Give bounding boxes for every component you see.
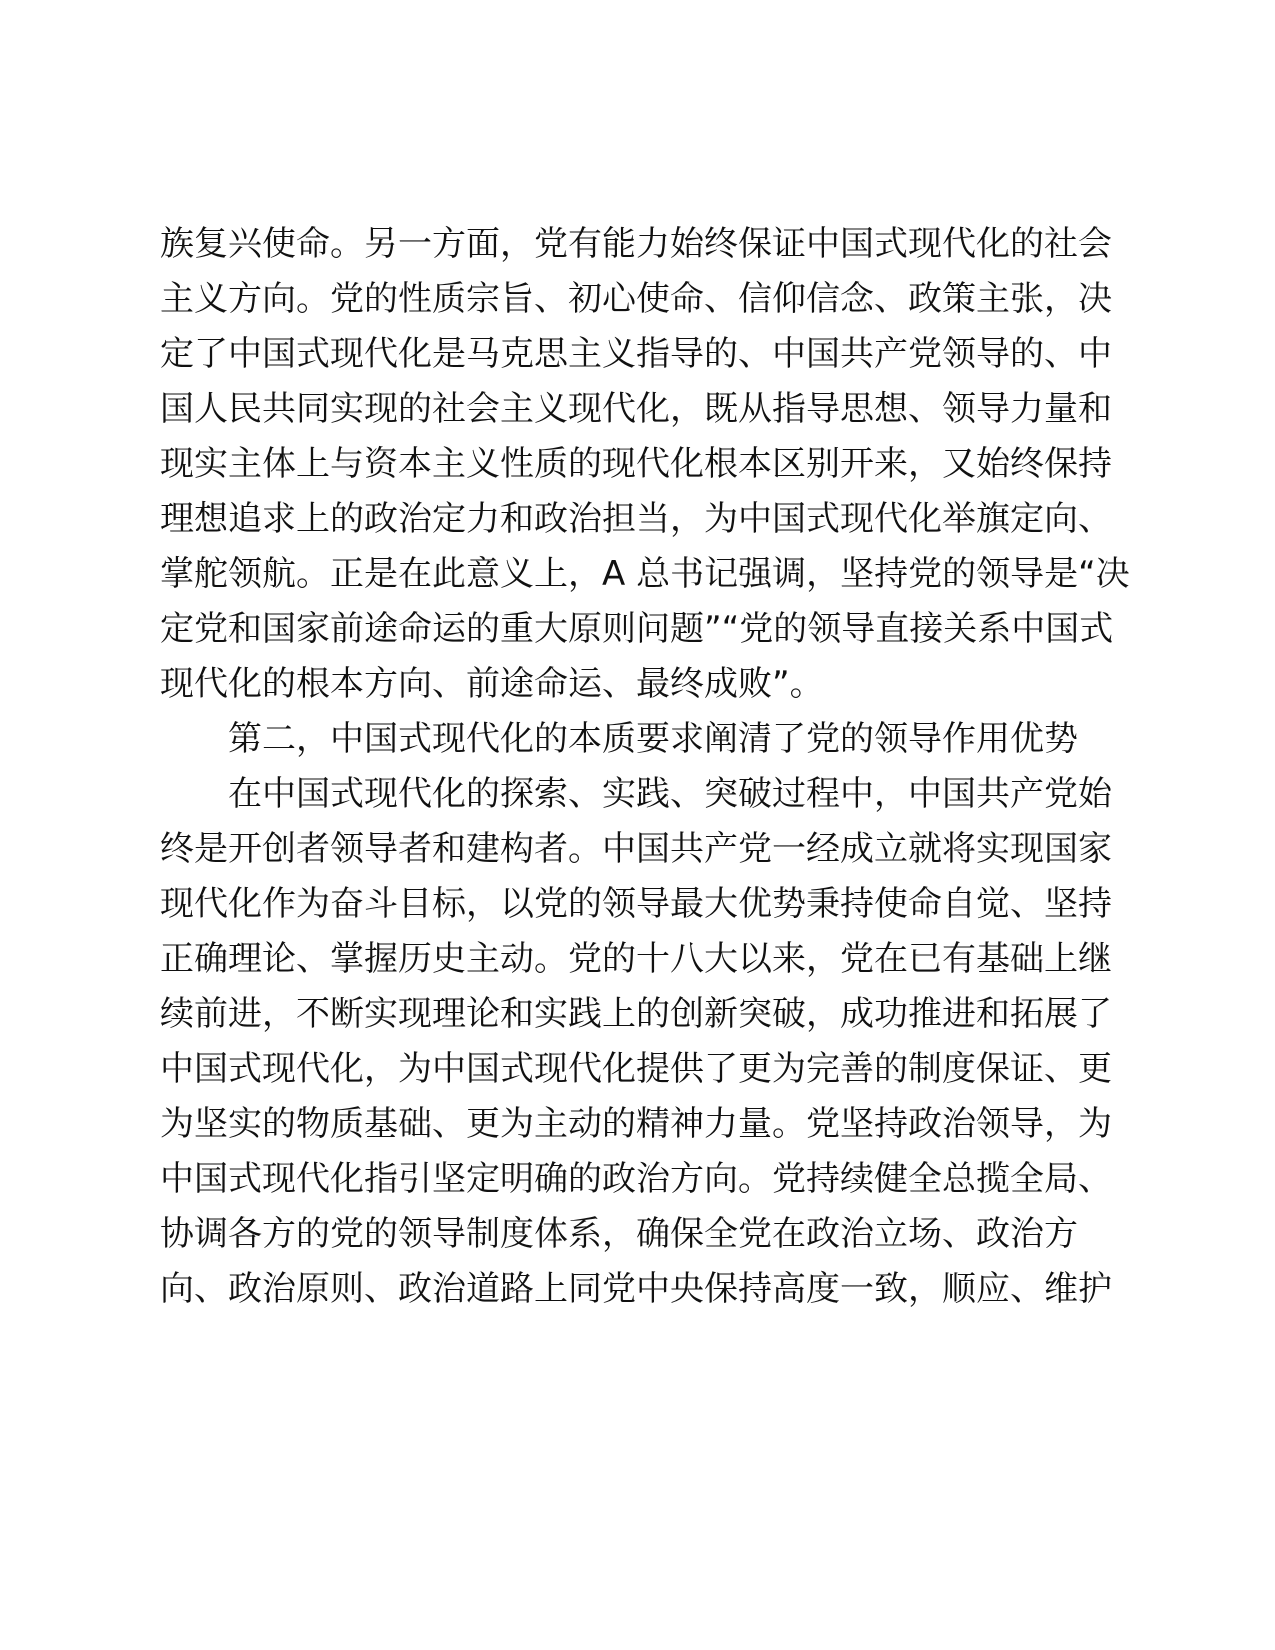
text-line: 中国式现代化，为中国式现代化提供了更为完善的制度保证、更 — [160, 1049, 1112, 1089]
text-line: 主义方向。党的性质宗旨、初心使命、信仰信念、政策主张，决 — [160, 279, 1112, 319]
text-line: 现实主体上与资本主义性质的现代化根本区别开来，又始终保持 — [160, 444, 1112, 484]
text-line: 族复兴使命。另一方面，党有能力始终保证中国式现代化的社会 — [160, 224, 1112, 264]
text-line: 中国式现代化指引坚定明确的政治方向。党持续健全总揽全局、 — [160, 1159, 1112, 1199]
text-line: 续前进，不断实现理论和实践上的创新突破，成功推进和拓展了 — [160, 994, 1112, 1034]
text-line: 协调各方的党的领导制度体系，确保全党在政治立场、政治方 — [160, 1214, 1078, 1254]
text-line: 理想追求上的政治定力和政治担当，为中国式现代化举旗定向、 — [160, 499, 1112, 539]
section-heading: 第二，中国式现代化的本质要求阐清了党的领导作用优势 — [228, 719, 1078, 759]
text-line: 定党和国家前途命运的重大原则问题”“党的领导直接关系中国式 — [160, 609, 1114, 649]
paragraph-first-line: 在中国式现代化的探索、实践、突破过程中，中国共产党始 — [228, 774, 1112, 814]
text-line: 掌舵领航。正是在此意义上，A 总书记强调，坚持党的领导是“决 — [160, 554, 1130, 594]
text-line: 正确理论、掌握历史主动。党的十八大以来，党在已有基础上继 — [160, 939, 1112, 979]
text-line: 为坚实的物质基础、更为主动的精神力量。党坚持政治领导，为 — [160, 1104, 1112, 1144]
text-line: 定了中国式现代化是马克思主义指导的、中国共产党领导的、中 — [160, 334, 1112, 374]
text-line: 现代化作为奋斗目标，以党的领导最大优势秉持使命自觉、坚持 — [160, 884, 1112, 924]
text-line: 向、政治原则、政治道路上同党中央保持高度一致，顺应、维护 — [160, 1269, 1112, 1309]
text-line: 国人民共同实现的社会主义现代化，既从指导思想、领导力量和 — [160, 389, 1112, 429]
text-line: 终是开创者领导者和建构者。中国共产党一经成立就将实现国家 — [160, 829, 1112, 869]
text-line: 现代化的根本方向、前途命运、最终成败”。 — [160, 664, 824, 704]
